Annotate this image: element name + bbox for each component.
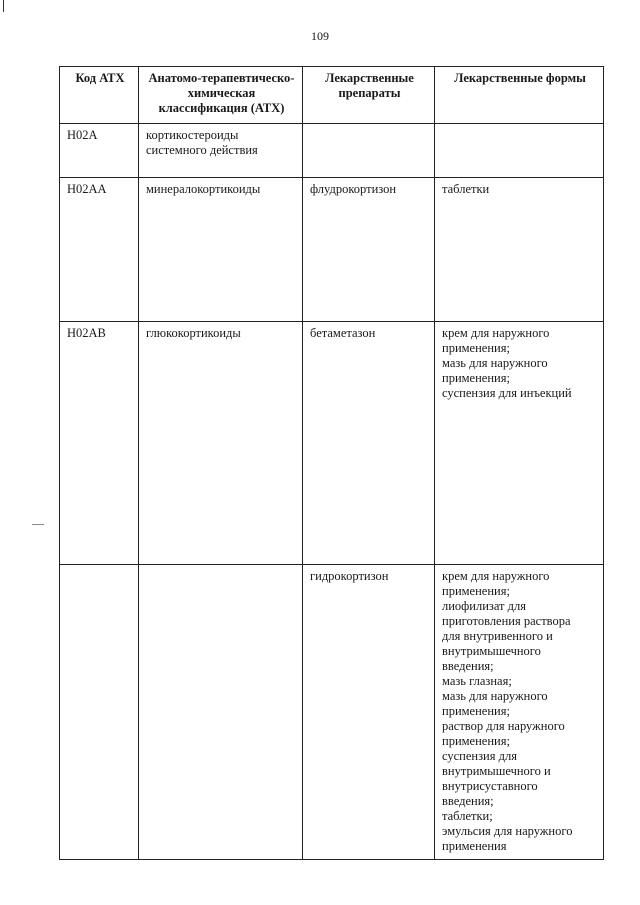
forms-cell: крем для наружного применения; мазь для наружного применения; суспензия для инъекций [435,322,604,565]
header-dosage-forms: Лекарственные формы [435,67,604,124]
classification-cell: глюкокортикоиды [139,322,303,565]
drug-cell [303,124,435,178]
forms-cell: таблетки [435,178,604,322]
classification-cell: кортикостероиды системного действия [139,124,303,178]
drug-cell: гидрокортизон [303,565,435,860]
table-row [60,322,604,565]
forms-cell: крем для наружного применения; лиофилизат для приготовления раствора для внутривенного и внутримышечного введения; мазь глазная; мазь для наружного применения; раствор для наружного применения; суспензия для внутримышечного и внутрисуставного введения; таблетки; эмульсия для наружного применения [435,565,604,860]
header-atc-classification: Анатомо-терапевтическо-химическая классификация (АТХ) [139,67,303,124]
table-row [60,565,604,860]
page-number: 109 [311,29,329,43]
atc-code-cell: H02A [60,124,139,178]
drug-cell: бетаметазон [303,322,435,565]
drug-classification-table [59,66,604,860]
classification-cell [139,565,303,860]
drug-cell: флудрокортизон [303,178,435,322]
table-header-row [60,67,604,124]
scan-edge-mark [3,0,4,12]
atc-code-cell [60,565,139,860]
header-atc-code: Код АТХ [60,67,139,124]
header-drugs: Лекарственные препараты [303,67,435,124]
atc-code-cell: H02AB [60,322,139,565]
table-row [60,178,604,322]
forms-cell [435,124,604,178]
scan-margin-mark [32,524,44,525]
classification-cell: минералокортикоиды [139,178,303,322]
atc-code-cell: H02AA [60,178,139,322]
table-row [60,124,604,178]
